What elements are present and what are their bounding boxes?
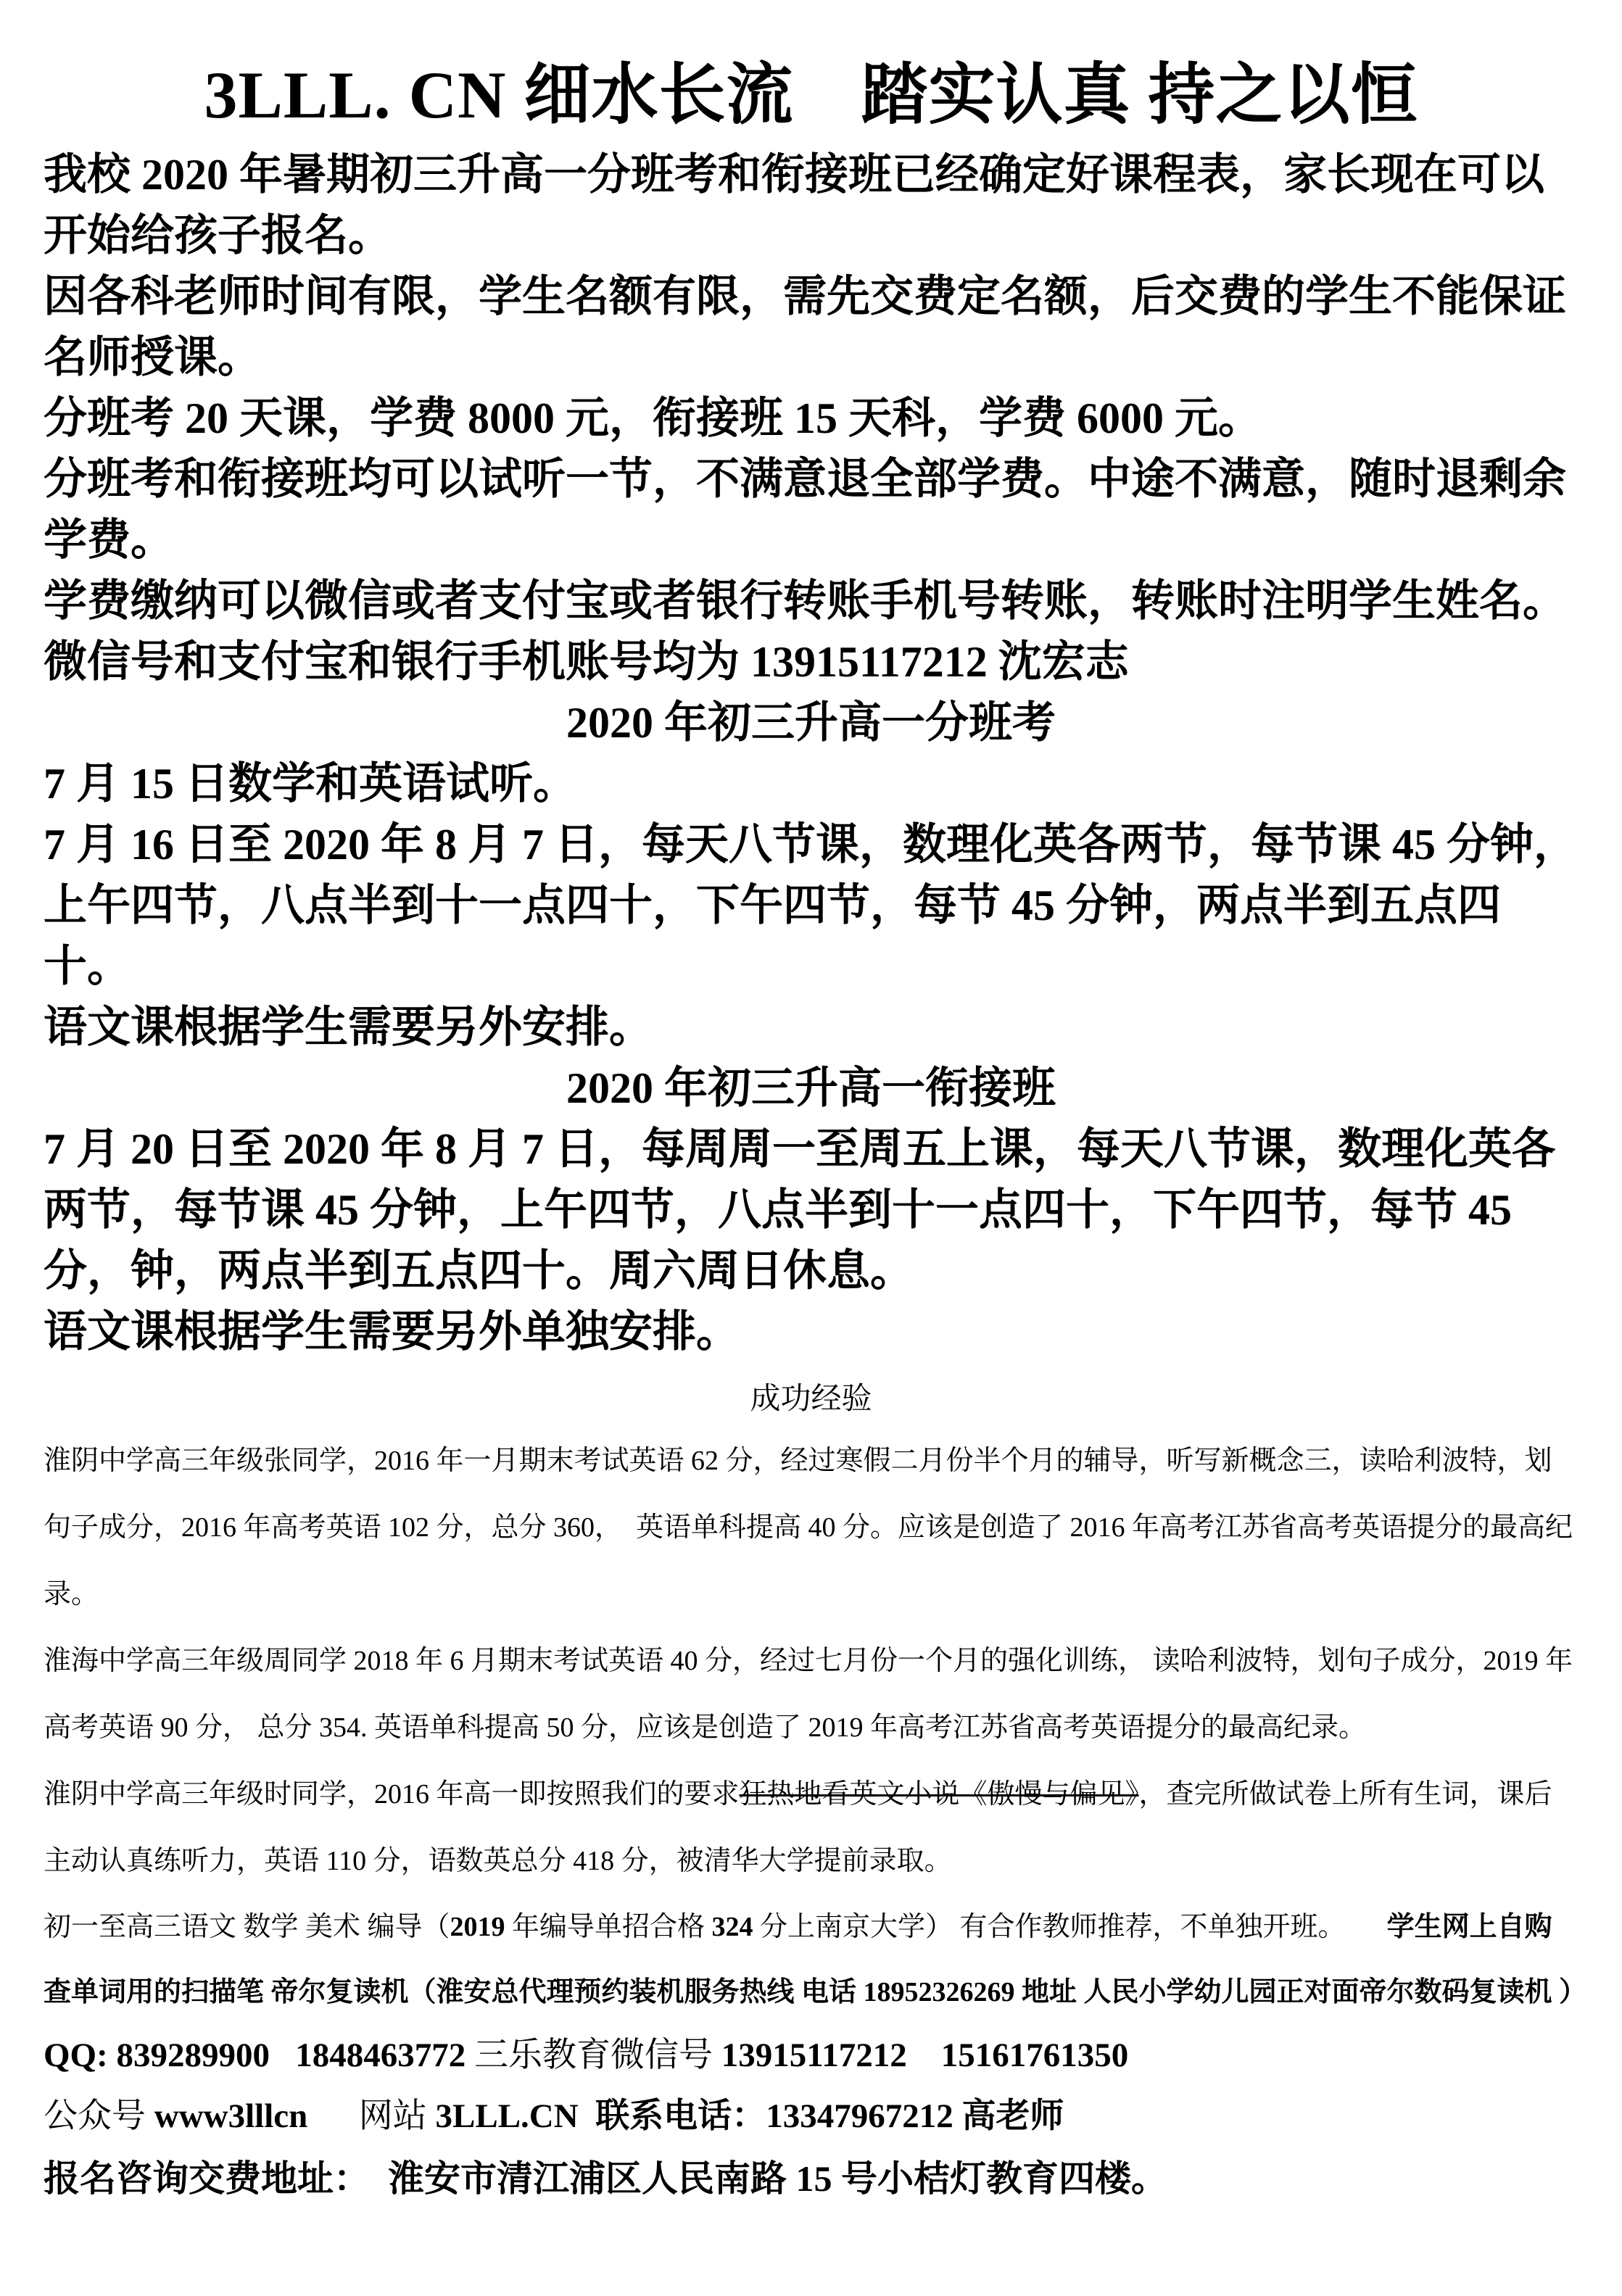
success-section-heading: 成功经验 xyxy=(750,1383,872,1416)
shi-strikethrough-text: 狂热地看英文小说《傲慢与偏见》 xyxy=(739,1779,1139,1810)
success-section xyxy=(44,1427,1587,2025)
qq-numbers: QQ: 839289900 1848463772 xyxy=(44,2036,475,2074)
success-paragraph-zhang: 淮阴中学高三年级张同学，2016 年一月期末考试英语 62 分，经过寒假二月份半个月的辅导，听写新概念三，读哈利波特，划句子成分，2016 年高考英语 102 分，总分 360， 英语单科提高 40 分。应该是创造了 2016 年高考江苏省高考英语提分的最高纪录。 xyxy=(44,1446,1573,1609)
trial-paragraph: 7 月 15 日数学和英语试听。 xyxy=(44,760,576,808)
success-paragraph-zhou: 淮海中学高三年级周同学 2018 年 6 月期末考试英语 40 分，经过七月份一个月的强化训练， 读哈利波特，划句子成分，2019 年高考英语 90 分， 总分 354. 英语单科提高 50 分，应该是创造了 2019 年高考江苏省高考英语提分的最高纪录。 xyxy=(44,1646,1573,1743)
qq-line xyxy=(44,2025,1578,2086)
main-body xyxy=(44,144,1578,1362)
payment-paragraph: 学费缴纳可以微信或者支付宝或者银行转账手机号转账，转账时注明学生姓名。 xyxy=(44,577,1566,625)
website-value: 3LLL.CN xyxy=(435,2097,579,2135)
courses-year-number: 2019 xyxy=(450,1912,505,1942)
shi-text-post: ，查完所做试卷上所有生词，课后主动认真练听力，英语 110 分，语数英总分 418 分，被清华大学提前录取。 xyxy=(44,1779,1552,1876)
intro-paragraph: 我校 2020 年暑期初三升高一分班考和衔接班已经确定好课程表，家长现在可以开始给孩子报名。 xyxy=(44,151,1544,260)
gongzhonghao-line xyxy=(44,2086,1578,2147)
courses-text-2: 年编导单招合格 xyxy=(505,1912,712,1942)
address-line: 报名咨询交费地址： 淮安市清江浦区人民南路 15 号小桔灯教育四楼。 xyxy=(44,2158,1167,2199)
courses-paragraph xyxy=(44,1894,1587,2025)
gongzhonghao-label: 公众号 xyxy=(44,2097,154,2135)
website-label: 网站 xyxy=(307,2097,436,2135)
section-heading-xianjieban: 2020 年初三升高一衔接班 xyxy=(566,1064,1056,1112)
wechat-numbers: 13915117212 15161761350 xyxy=(721,2036,1129,2074)
contact-section xyxy=(44,2025,1578,2210)
chinese-note-paragraph-2: 语文课根据学生需要另外单独安排。 xyxy=(44,1308,740,1356)
scanner-pen-bold-text: 学生网上自购查单词用的扫描笔 帝尔复读机（淮安总代理预约装机服务热线 电话 18952326269 地址 人民小学幼儿园正对面帝尔数码复读机 ） xyxy=(44,1912,1587,2007)
courses-text-1: 初一至高三语文 数学 美术 编导（ xyxy=(44,1912,450,1942)
chinese-note-paragraph-1: 语文课根据学生需要另外安排。 xyxy=(44,1003,653,1051)
courses-text-3: 分上南京大学） 有合作教师推荐，不单独开班。 xyxy=(753,1912,1332,1942)
quota-paragraph: 因各科老师时间有限，学生名额有限，需先交费定名额，后交费的学生不能保证名师授课。 xyxy=(44,273,1566,381)
shi-text-pre: 淮阴中学高三年级时同学，2016 年高一即按照我们的要求 xyxy=(44,1779,740,1810)
account-paragraph: 微信号和支付宝和银行手机账号均为 13915117212 沈宏志 xyxy=(44,638,1129,686)
refund-paragraph: 分班考和衔接班均可以试听一节，不满意退全部学费。中途不满意，随时退剩余学费。 xyxy=(44,455,1566,564)
courses-score-number: 324 xyxy=(711,1912,753,1942)
success-paragraph-shi xyxy=(44,1761,1578,1894)
fees-paragraph: 分班考 20 天课，学费 8000 元，衔接班 15 天科，学费 6000 元。 xyxy=(44,394,1262,442)
phone-value: 13347967212 高老师 xyxy=(766,2097,1064,2135)
courses-gap xyxy=(1332,1912,1387,1942)
page-title: 3LLL. CN 细水长流 踏实认真 持之以恒 xyxy=(204,58,1418,132)
xianjie-schedule-paragraph: 7 月 20 日至 2020 年 8 月 7 日，每周周一至周五上课，每天八节课，数理化英各两节，每节课 45 分钟，上午四节，八点半到十一点四十，下午四节，每节 45 分，钟，两点半到五点四十。周六周日休息。 xyxy=(44,1125,1555,1295)
phone-label: 联系电话： xyxy=(578,2097,766,2135)
fenban-schedule-paragraph: 7 月 16 日至 2020 年 8 月 7 日，每天八节课，数理化英各两节，每节课 45 分钟，上午四节，八点半到十一点四十，下午四节，每节 45 分钟，两点半到五点四十。 xyxy=(44,821,1577,990)
gongzhonghao-value: www3lllcn xyxy=(154,2097,308,2135)
section-heading-fenbankao: 2020 年初三升高一分班考 xyxy=(566,699,1056,747)
wechat-label: 三乐教育微信号 xyxy=(474,2036,721,2074)
